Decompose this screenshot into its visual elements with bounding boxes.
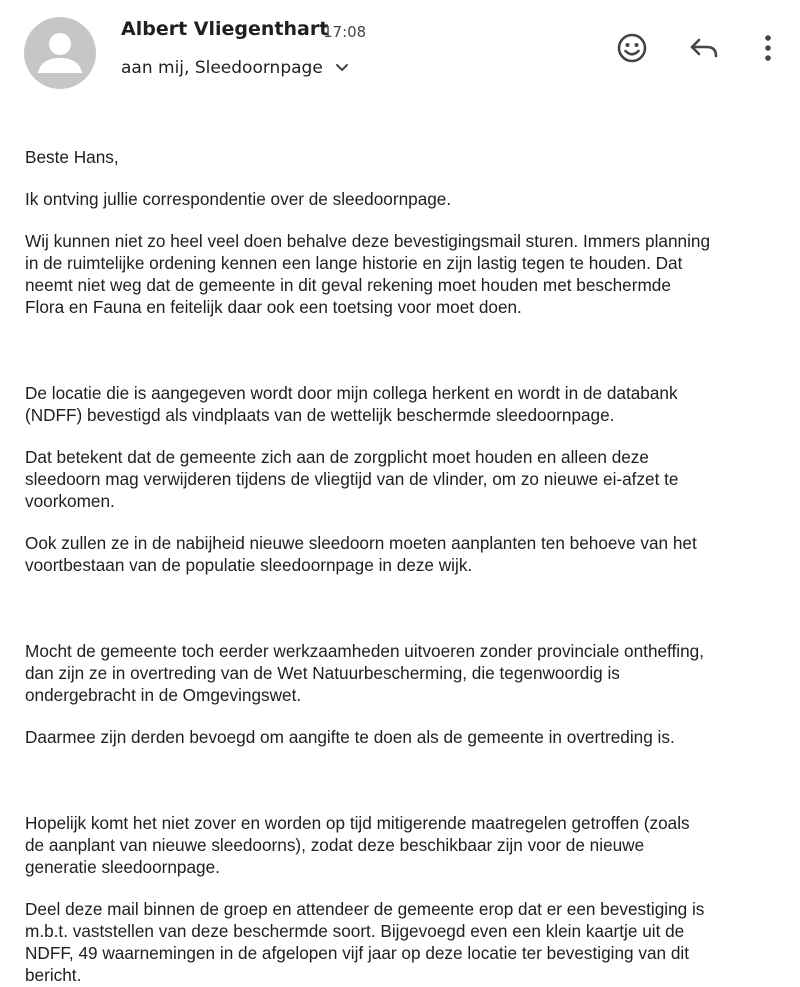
sender-avatar[interactable] [24,17,96,89]
sender-name[interactable]: Albert Vliegenthart [121,18,329,40]
more-vertical-icon [763,33,773,63]
message-body [25,146,785,986]
more-options-button[interactable] [748,28,788,68]
message-header [0,0,800,110]
body-paragraph: Ik ontving jullie correspondentie over de sleedoornpage. [25,189,452,209]
recipients-text: aan mij, Sleedoornpage [121,58,323,78]
greeting-paragraph: Beste Hans, [25,147,119,167]
body-paragraph: Deel deze mail binnen de groep en attendeer de gemeente erop dat er een bevestiging is m.b.t. vaststellen van deze beschermde soort. Bijgevoegd even een klein kaartje uit de NDFF, 49 waarnemingen in de afgelopen vijf jaar op deze locatie ter bevestiging van dit bericht. [25,899,705,985]
emoji-reaction-button[interactable] [612,28,652,68]
body-paragraph: Ook zullen ze in de nabijheid nieuwe sleedoorn moeten aanplanten ten behoeve van het voortbestaan van de populatie sleedoornpage in deze wijk. [25,533,697,575]
person-avatar-icon [24,17,96,89]
body-paragraph: Mocht de gemeente toch eerder werkzaamheden uitvoeren zonder provinciale ontheffing, dan zijn ze in overtreding van de Wet Natuurbescherming, die tegenwoordig is ondergebracht in de Omgevingswet. [25,641,705,705]
body-paragraph: Dat betekent dat de gemeente zich aan de zorgplicht moet houden en alleen deze sleedoorn mag verwijderen tijdens de vliegtijd van de vlinder, om zo nieuwe ei-afzet te voorkomen. [25,447,679,511]
body-paragraph: Wij kunnen niet zo heel veel doen behalve deze bevestigingsmail sturen. Immers planning in de ruimtelijke ordening kennen een lange historie en zijn lastig tegen te houden. Dat neemt niet weg dat de gemeente in dit geval rekening moet houden met beschermde Flora en Fauna en feitelijk daar ook een toetsing voor moet doen. [25,231,711,317]
reply-button[interactable] [684,28,724,68]
emoji-reaction-icon [615,31,649,65]
body-paragraph: De locatie die is aangegeven wordt door mijn collega herkent en wordt in de databank (NDFF) bevestigd als vindplaats van de wettelijk beschermde sleedoornpage. [25,383,678,425]
body-paragraph: Hopelijk komt het niet zover en worden op tijd mitigerende maatregelen getroffen (zoals de aanplant van nieuwe sleedoorns), zodat deze beschikbaar zijn voor de nieuwe generatie sleedoornpage. [25,813,690,877]
chevron-down-icon[interactable] [335,63,349,73]
send-time: 17:08 [323,23,367,41]
reply-icon [687,31,721,65]
body-paragraph: Daarmee zijn derden bevoegd om aangifte te doen als de gemeente in overtreding is. [25,727,675,747]
recipients-toggle[interactable] [121,58,349,78]
